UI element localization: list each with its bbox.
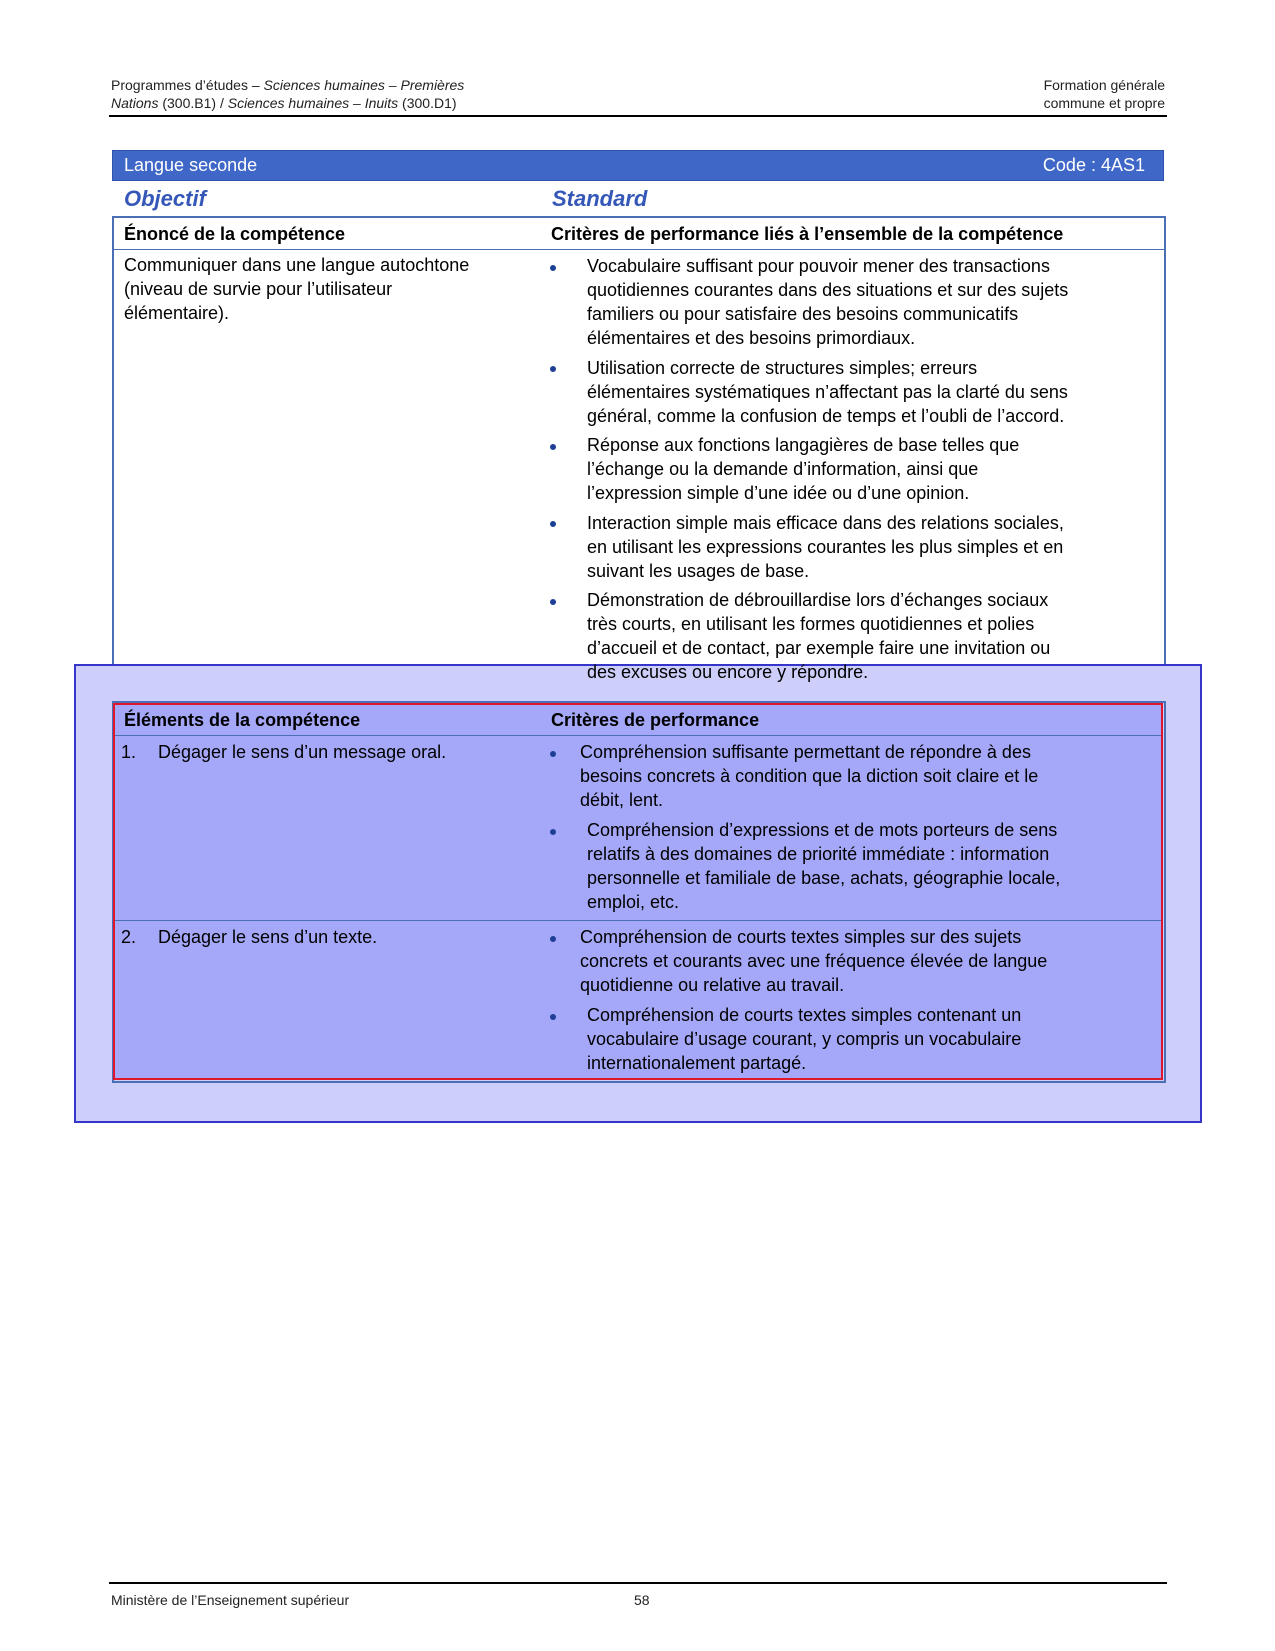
header-inuits-text: Sciences humaines – Inuits	[227, 95, 399, 111]
bullet-icon	[550, 366, 556, 372]
criterion-line: général, comme la confusion de temps et l’oubli de l’accord.	[587, 406, 1065, 426]
criterion-line: Compréhension d’expressions et de mots porteurs de sens	[587, 820, 1058, 840]
criterion-line: personnelle et familiale de base, achats, géographie locale,	[587, 868, 1061, 888]
competence-statement-header: Énoncé de la compétence	[124, 224, 346, 244]
elements-row-rule	[115, 920, 1161, 921]
criterion-line: vocabulaire d’usage courant, y compris un vocabulaire	[587, 1029, 1022, 1049]
criterion-line: Compréhension de courts textes simples contenant un	[587, 1005, 1022, 1025]
criterion-line: besoins concrets à condition que la diction soit claire et le	[580, 766, 1039, 786]
elements-header-rule	[115, 735, 1161, 736]
criterion-line: internationalement partagé.	[587, 1053, 807, 1073]
standard-label: Standard	[552, 186, 648, 211]
element-1-number: 1.	[121, 742, 137, 762]
header-right-line-2: commune et propre	[1043, 95, 1165, 111]
criterion-line: suivant les usages de base.	[587, 561, 810, 581]
element-1-text: Dégager le sens d’un message oral.	[158, 742, 447, 762]
criterion-line: Vocabulaire suffisant pour pouvoir mener des transactions	[587, 256, 1050, 276]
footer-ministry: Ministère de l’Enseignement supérieur	[111, 1592, 350, 1608]
bullet-icon	[550, 599, 556, 605]
bullet-icon	[550, 936, 556, 942]
criterion-line: d’accueil et de contact, par exemple faire une invitation ou	[587, 638, 1051, 658]
criterion-item	[587, 511, 1064, 583]
criterion-line: Utilisation correcte de structures simples; erreurs	[587, 358, 978, 378]
objectif-label: Objectif	[124, 186, 206, 211]
criterion-line: en utilisant les expressions courantes les plus simples et en	[587, 537, 1064, 557]
element-criterion-item	[587, 818, 1060, 914]
competence-criteria-header: Critères de performance liés à l’ensemble de la compétence	[551, 224, 1064, 244]
header-left-line-2	[111, 94, 457, 112]
band-code: Code : 4AS1	[1042, 155, 1145, 175]
header-right-line-1: Formation générale	[1043, 77, 1165, 93]
criterion-line: Compréhension de courts textes simples sur des sujets	[580, 927, 1022, 947]
criterion-item	[587, 588, 1050, 684]
bullet-icon	[550, 265, 556, 271]
bullet-icon	[550, 751, 556, 757]
element-criterion-item	[580, 925, 1047, 997]
criterion-item	[587, 254, 1068, 350]
element-2-text: Dégager le sens d’un texte.	[158, 927, 378, 947]
header-rule	[109, 115, 1167, 117]
title-band	[112, 150, 1164, 181]
criterion-line: très courts, en utilisant les formes quotidiennes et polies	[587, 614, 1035, 634]
criterion-line: concrets et courants avec une fréquence élevée de langue	[580, 951, 1048, 971]
bullet-icon	[550, 1014, 556, 1020]
criterion-item	[587, 356, 1068, 428]
criterion-line: Réponse aux fonctions langagières de base telles que	[587, 435, 1020, 455]
criterion-line: Démonstration de débrouillardise lors d’échanges sociaux	[587, 590, 1049, 610]
bullet-icon	[550, 521, 556, 527]
statement-line: élémentaire).	[124, 303, 230, 323]
criterion-line: quotidiennes courantes dans des situations et sur des sujets	[587, 280, 1069, 300]
criterion-line: quotidienne ou relative au travail.	[580, 975, 845, 995]
criterion-line: relatifs à des domaines de priorité immédiate : information	[587, 844, 1050, 864]
criterion-line: élémentaires et des besoins primordiaux.	[587, 328, 916, 348]
header-nations-text: Nations	[111, 95, 159, 111]
element-2-number: 2.	[121, 927, 137, 947]
header-code-2: (300.D1)	[398, 95, 457, 111]
criterion-line: des excuses ou encore y répondre.	[587, 662, 869, 682]
bullet-icon	[550, 829, 556, 835]
statement-line: Communiquer dans une langue autochtone	[124, 255, 470, 275]
element-criterion-item	[587, 1003, 1021, 1075]
criterion-item	[587, 433, 1019, 505]
criterion-line: l’expression simple d’une idée ou d’une opinion.	[587, 483, 970, 503]
header-left-line-1	[111, 76, 464, 94]
criterion-line: Interaction simple mais efficace dans des relations sociales,	[587, 513, 1064, 533]
header-program-text: Programmes d’études –	[111, 77, 264, 93]
header-code-1: (300.B1) /	[158, 95, 228, 111]
criterion-line: débit, lent.	[580, 790, 664, 810]
elements-criteria-header: Critères de performance	[551, 710, 760, 730]
criterion-line: familiers ou pour satisfaire des besoins communicatifs	[587, 304, 1019, 324]
elements-header: Éléments de la compétence	[124, 710, 361, 730]
footer-rule	[109, 1582, 1167, 1584]
element-criterion-item	[580, 740, 1038, 812]
competence-header-rule	[113, 249, 1164, 250]
criterion-line: l’échange ou la demande d’information, ainsi que	[587, 459, 979, 479]
statement-line: (niveau de survie pour l’utilisateur	[124, 279, 393, 299]
header-program-title: Sciences humaines – Premières	[263, 77, 465, 93]
bullet-icon	[550, 444, 556, 450]
competence-statement	[124, 253, 469, 325]
criterion-line: emploi, etc.	[587, 892, 680, 912]
footer-page-number: 58	[634, 1592, 650, 1608]
band-title: Langue seconde	[124, 155, 258, 175]
criterion-line: Compréhension suffisante permettant de répondre à des	[580, 742, 1031, 762]
criterion-line: élémentaires systématiques n’affectant pas la clarté du sens	[587, 382, 1068, 402]
